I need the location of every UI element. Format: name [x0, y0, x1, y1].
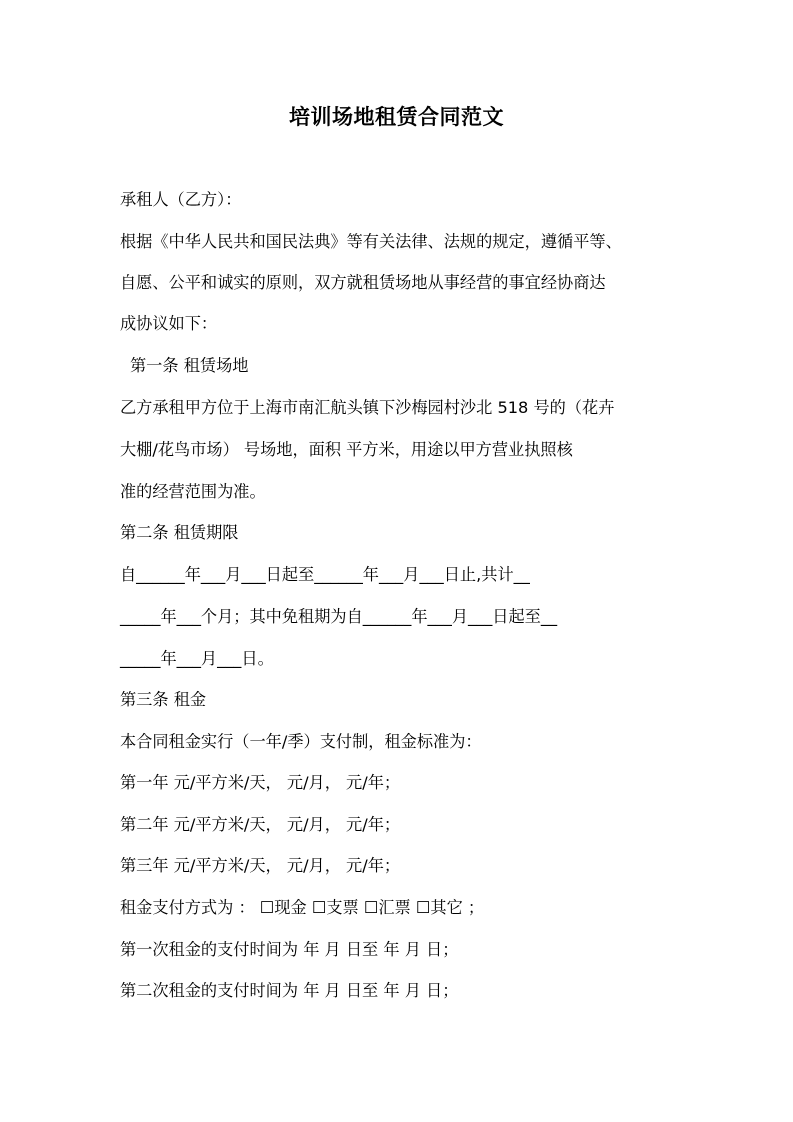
article-heading: 第二条 租赁期限 [120, 523, 239, 542]
text-line: 准的经营范围为准。 [120, 482, 266, 501]
text-line: _____年___月___日。 [120, 649, 274, 668]
article-heading: 第一条 租赁场地 [130, 356, 249, 375]
text-line: 第二年 元/平方米/天， 元/月， 元/年； [120, 815, 401, 834]
document-title: 培训场地租赁合同范文 [289, 104, 504, 129]
text-line: 第二次租金的支付时间为 年 月 日至 年 月 日； [120, 981, 459, 1000]
article-heading: 第三条 租金 [120, 690, 207, 709]
payment-method-line: 租金支付方式为 ： ☐现金 ☐支票 ☐汇票 ☐其它 ； [120, 898, 485, 917]
text-line: 第三年 元/平方米/天， 元/月， 元/年； [120, 856, 401, 875]
text-line: 自______年___月___日起至______年___月___日止,共计__ [120, 565, 530, 584]
text-line: 承租人（乙方）： [120, 190, 242, 209]
text-line: 自愿、公平和诚实的原则，双方就租赁场地从事经营的事宜经协商达 [120, 273, 606, 292]
text-line: 本合同租金实行（一年/季）支付制，租金标准为： [120, 732, 482, 751]
text-line: 大棚/花鸟市场） 号场地，面积 平方米，用途以甲方营业执照核 [120, 440, 573, 459]
text-line: 乙方承租甲方位于上海市南汇航头镇下沙梅园村沙北 518 号的（花卉 [120, 398, 615, 417]
text-line: 第一年 元/平方米/天， 元/月， 元/年； [120, 773, 401, 792]
text-line: _____年___个月；其中免租期为自______年___月___日起至__ [120, 607, 558, 626]
text-line: 第一次租金的支付时间为 年 月 日至 年 月 日； [120, 940, 459, 959]
text-line: 成协议如下： [120, 314, 218, 333]
text-line: 根据《中华人民共和国民法典》等有关法律、法规的规定，遵循平等、 [120, 232, 622, 251]
